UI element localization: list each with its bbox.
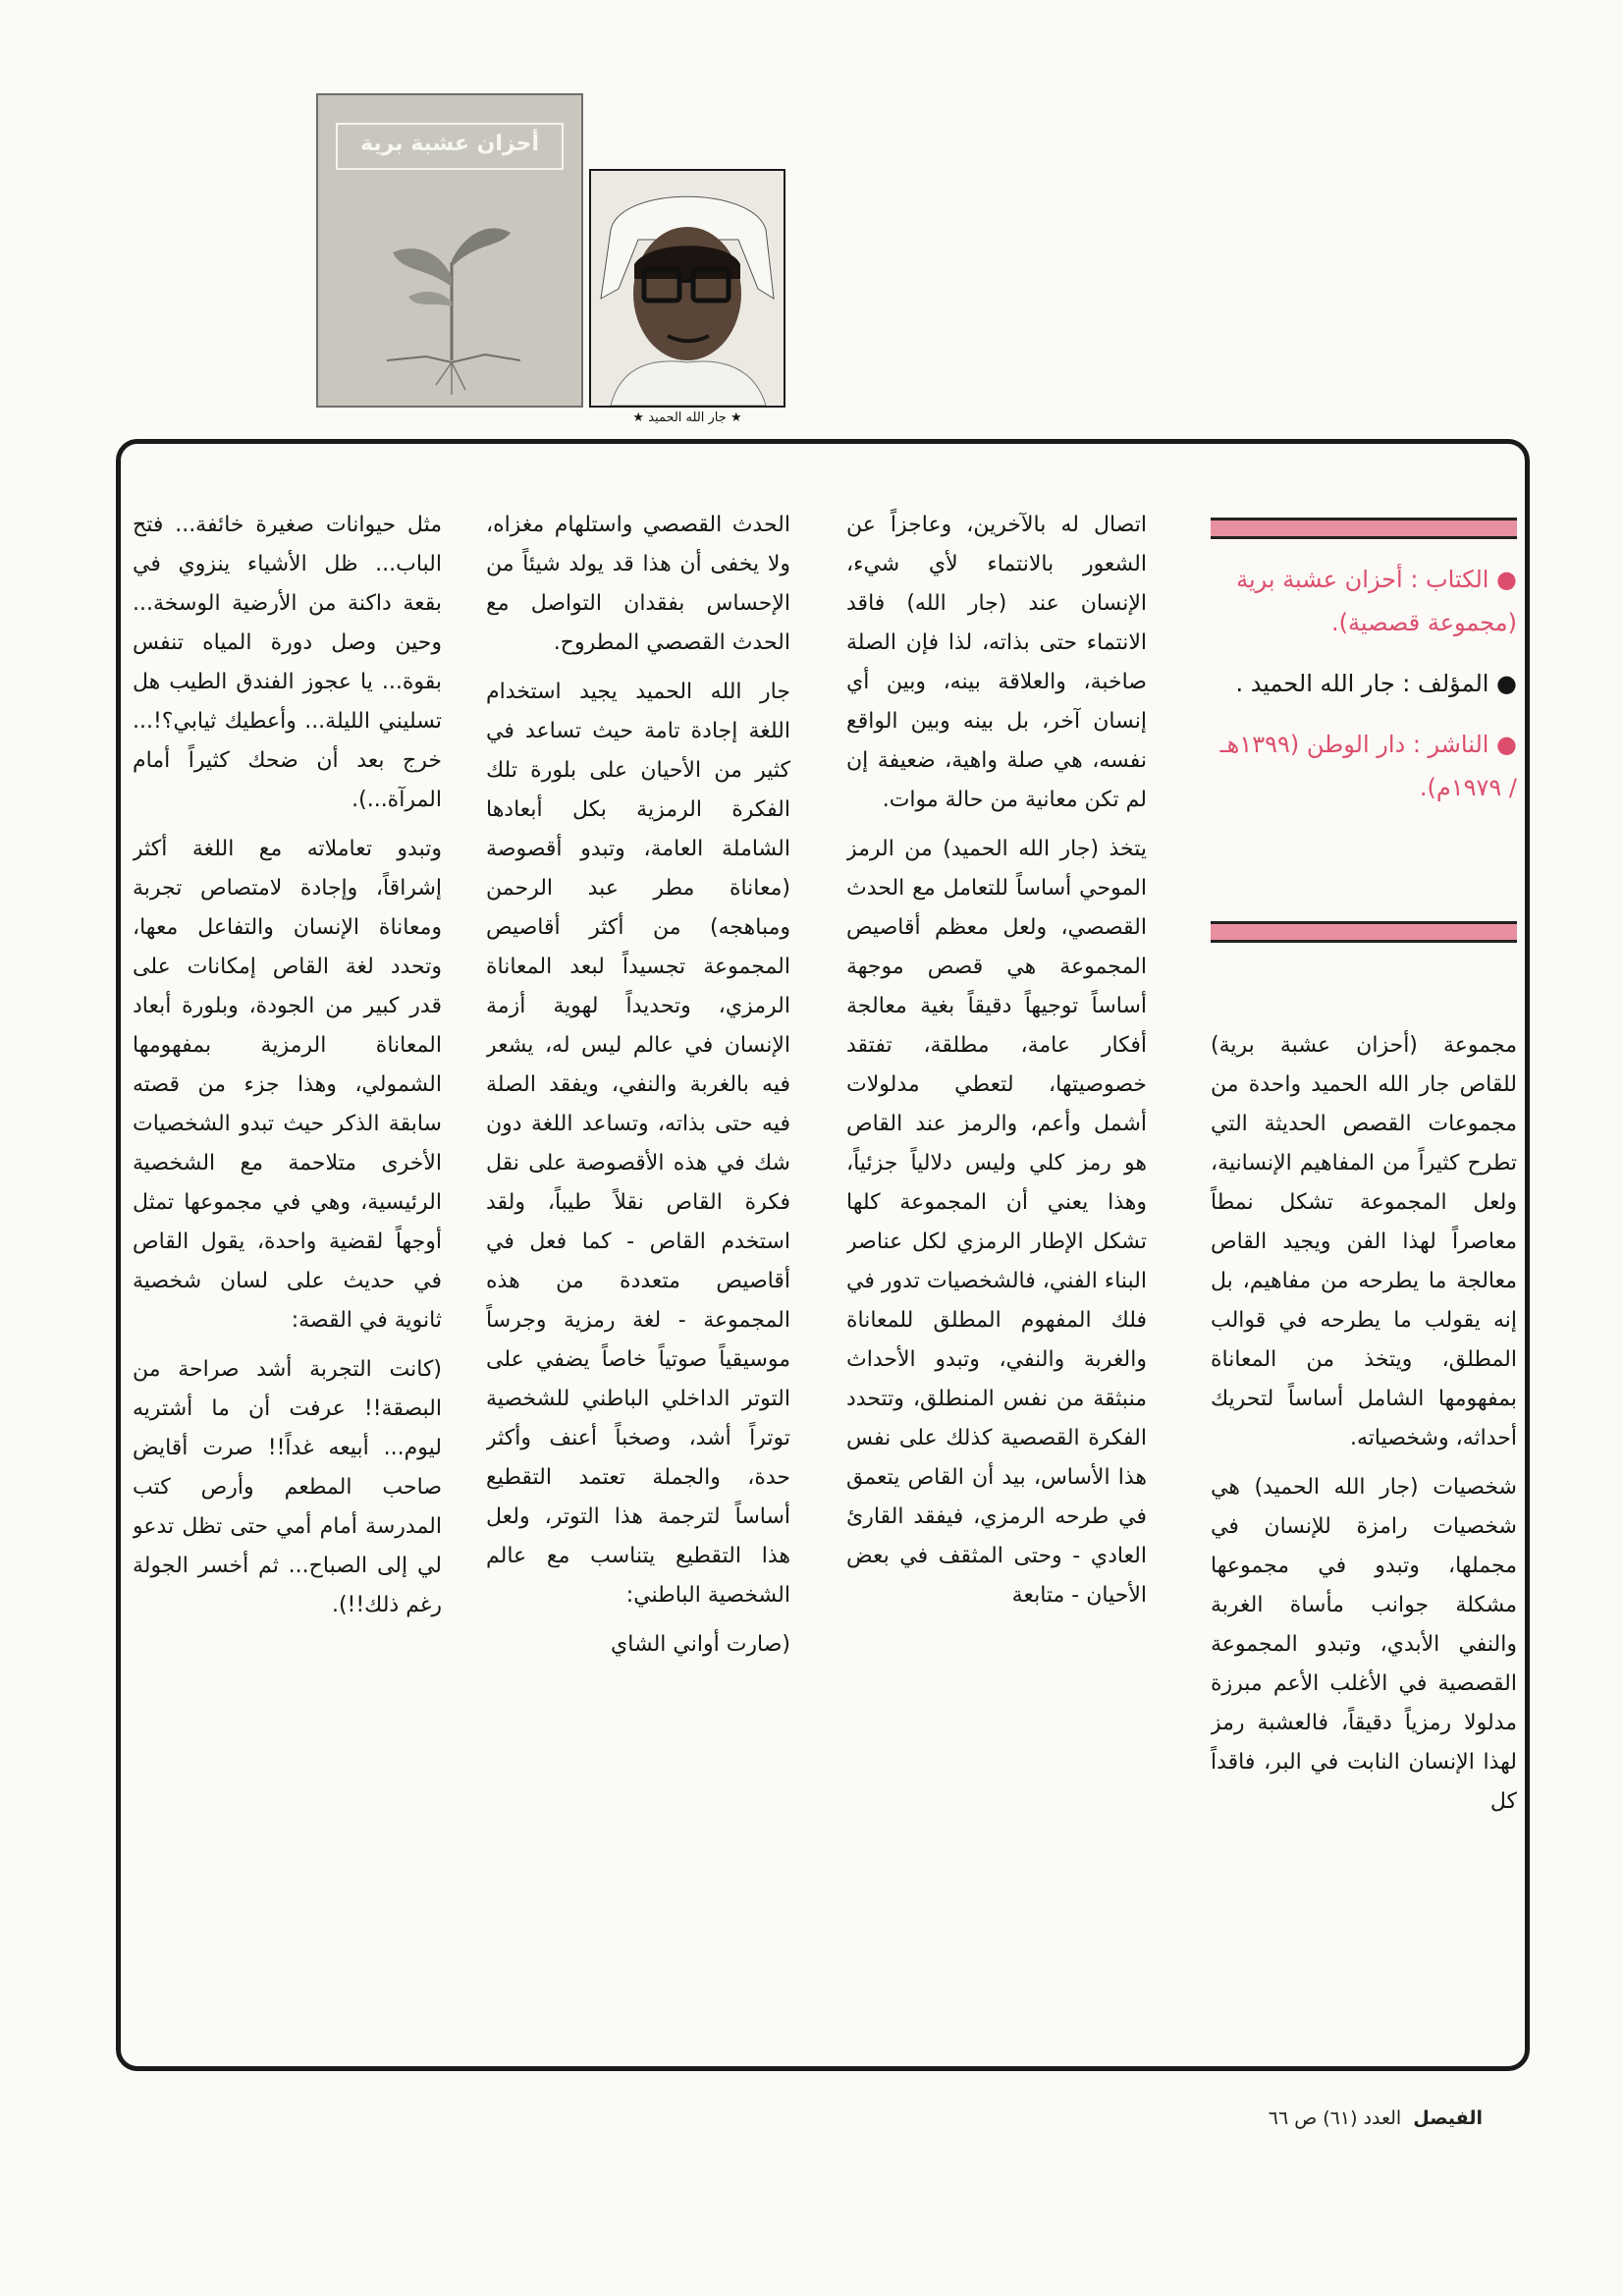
paragraph: (صارت أواني الشاي (611, 1632, 790, 1657)
paragraph: مجموعة (أحزان عشبة برية) للقاص جار الله الحميد واحدة من مجموعات القصص الحديثة التي تطرح كثيراً من المفاهيم الإنسانية، ولعل المجموعة تشكل نمطاً معاصراً لهذا الفن ويجيد القاص معالجة ما يطرحه من مفاهيم، بل إنه يقولب ما يطرحه في قوالب المطلق، ويتخذ من المعاناة بمفهومها الشامل أساساً لتحريك أحداثه، وشخصياته. (1211, 1033, 1517, 1450)
paragraph: اتصال له بالآخرين، وعاجزاً عن الشعور بالانتماء لأي شيء، الإنسان عند (جار الله) فاقد الانتماء حتى بذاته، لذا فإن الصلة صاخبة، والعلاقة بينه، وبين أي إنسان آخر، بل بينه وبين الواقع نفسه، هي صلة واهية، ضعيفة إن لم تكن معانية من حالة موات. (846, 513, 1147, 812)
paragraph: مثل حيوانات صغيرة خائفة... فتح الباب... ظل الأشياء ينزوي في بقعة داكنة من الأرضية الوسخة... وحين وصل دورة المياه تنفس بقوة... يا عجوز الفندق الطيب هل تسليني الليلة... وأعطيك ثيابي؟!... خرج بعد أن ضحك كثيراً أمام المرآة...). (133, 513, 442, 812)
info-publisher: ● الناشر : دار الوطن (١٣٩٩هـ / ١٩٧٩م). (1219, 731, 1517, 801)
issue-page: العدد (٦١) ص ٦٦ (1268, 2107, 1402, 2129)
book-cover-title: أحزان عشبة برية (336, 123, 564, 170)
paragraph: شخصيات (جار الله الحميد) هي شخصيات رامزة للإنسان في مجملها، وتبدو في مجموعها مشكلة جوانب مأساة الغربة والنفي الأبدي، وتبدو المجموعة القصصية في الأغلب الأعم مبرزة مدلولا رمزياً دقيقاً، فالعشبة رمز لهذا الإنسان النابت في البر، فاقداً كل (1211, 1475, 1517, 1814)
paragraph: (كانت التجربة أشد صراحة من البصقة!! عرفت أن ما أشتريه ليوم... أبيعه غداً!! صرت أقايض صاحب المطعم وأرص كتب المدرسة أمام أمي حتى تظل تدعو لي إلى الصباح... ثم أخسر الجولة رغم ذلك!!). (133, 1357, 442, 1617)
article-column-2 (846, 506, 1147, 2043)
photo-caption: ★ جار الله الحميد ★ (632, 410, 742, 425)
info-book: ● الكتاب : أحزان عشبة برية (مجموعة قصصية). (1236, 566, 1517, 636)
author-portrait-drawing (591, 171, 784, 406)
page-footer (1257, 2107, 1483, 2129)
paragraph: الحدث القصصي واستلهام مغزاه، ولا يخفى أن هذا قد يولد شيئاً من الإحساس بفقدان التواصل مع الحدث القصصي المطروح. (486, 513, 790, 655)
author-portrait (589, 169, 785, 408)
paragraph: جار الله الحميد يجيد استخدام اللغة إجادة تامة حيث تساعد في كثير من الأحيان على بلورة تلك الفكرة الرمزية بكل أبعادها الشاملة العامة، وتبدو أقصوصة (معاناة مطر عبد الرحمن ومباهجه) من أكثر أقاصيص المجموعة تجسيداً لبعد المعاناة الرمزي، وتحديداً لهوية أزمة الإنسان في عالم ليس له، يشعر فيه بالغربة والنفي، ويفقد الصلة فيه حتى بذاته، وتساعد اللغة دون شك في هذه الأقصوصة على نقل فكرة القاص نقلاً طيباً، ولقد استخدم القاص - كما فعل في أقاصيص متعددة من هذه المجموعة - لغة رمزية وجرساً موسيقياً صوتياً خاصاً يضفي على التوتر الداخلي الباطني للشخصية توتراً أشد، وصخباً أعنف وأكثر حدة، والجملة تعتمد التقطيع أساساً لترجمة هذا التوتر، ولعل هذا التقطيع يتناسب مع عالم الشخصية الباطني: (486, 680, 790, 1608)
magazine-name: الفيصل (1413, 2107, 1483, 2129)
plant-illustration (318, 95, 583, 408)
book-cover-photo (316, 93, 583, 408)
info-author: ● المؤلف : جار الله الحميد . (1235, 670, 1517, 697)
article-column-3 (486, 506, 790, 2043)
article-column-1 (1211, 506, 1517, 2043)
paragraph: يتخذ (جار الله الحميد) من الرمز الموحي أساساً للتعامل مع الحدث القصصي، ولعل معظم أقاصيص المجموعة هي قصص موجهة أساساً توجيهاً دقيقاً بغية معالجة أفكار عامة، مطلقة، تفتقد خصوصيتها، لتعطي مدلولات أشمل وأعم، والرمز عند القاص هو رمز كلي وليس دلالياً جزئياً، وهذا يعني أن المجموعة كلها تشكل الإطار الرمزي لكل عناصر البناء الفني، فالشخصيات تدور في فلك المفهوم المطلق للمعاناة والغربة والنفي، وتبدو الأحداث منبثقة من نفس المنطلق، وتتحدد الفكرة القصصية كذلك على نفس هذا الأساس، بيد أن القاص يتعمق في طرحه الرمزي، فيفقد القارئ العادي - وحتى المثقف في بعض الأحيان - متابعة (846, 837, 1147, 1608)
paragraph: وتبدو تعاملاته مع اللغة أكثر إشراقاً، وإجادة لامتصاص تجربة ومعاناة الإنسان والتفاعل معها، وتحدد لغة القاص إمكانات على قدر كبير من الجودة، وبلورة أبعاد المعاناة الرمزية بمفهومها الشمولي، وهذا جزء من قصته سابقة الذكر حيث تبدو الشخصيات الأخرى متلاحمة مع الشخصية الرئيسية، وهي في مجموعها تمثل أوجهاً لقضية واحدة، يقول القاص في حديث على لسان شخصية ثانوية في القصة: (133, 837, 442, 1333)
article-column-4 (133, 506, 442, 2043)
